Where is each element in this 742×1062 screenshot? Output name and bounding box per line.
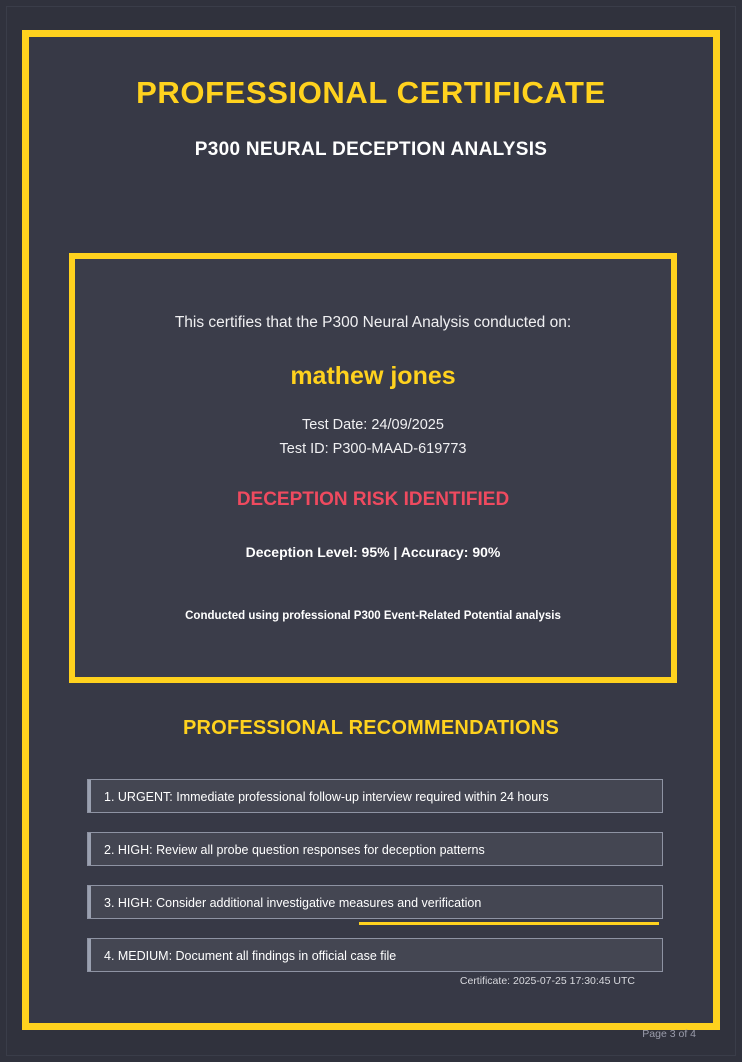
recommendations-list (87, 779, 663, 991)
subject-name: mathew jones (290, 362, 456, 390)
list-item: 2. HIGH: Review all probe question responses for deception patterns (87, 832, 663, 866)
list-item: 4. MEDIUM: Document all findings in official case file (87, 938, 663, 972)
certificate-border (22, 30, 720, 1030)
verdict-text: DECEPTION RISK IDENTIFIED (236, 489, 510, 510)
certificate-content (29, 37, 713, 1023)
result-panel (69, 253, 677, 683)
certifies-text: This certifies that the P300 Neural Analysis conducted on: (174, 314, 572, 331)
page-title: PROFESSIONAL CERTIFICATE (136, 75, 606, 110)
method-note: Conducted using professional P300 Event-Related Potential analysis (185, 610, 561, 622)
page-number: Page 3 of 4 (642, 1028, 696, 1040)
list-item: 3. HIGH: Consider additional investigative measures and verification (87, 885, 663, 919)
list-item: 1. URGENT: Immediate professional follow-up interview required within 24 hours (87, 779, 663, 813)
test-id: Test ID: P300-MAAD-619773 (279, 441, 467, 457)
levels-text: Deception Level: 95% | Accuracy: 90% (245, 544, 501, 560)
test-date: Test Date: 24/09/2025 (302, 417, 444, 433)
certificate-stamp: Certificate: 2025-07-25 17:30:45 UTC (459, 975, 635, 987)
recommendations-heading: PROFESSIONAL RECOMMENDATIONS (183, 717, 559, 739)
page-subtitle: P300 NEURAL DECEPTION ANALYSIS (194, 139, 548, 160)
